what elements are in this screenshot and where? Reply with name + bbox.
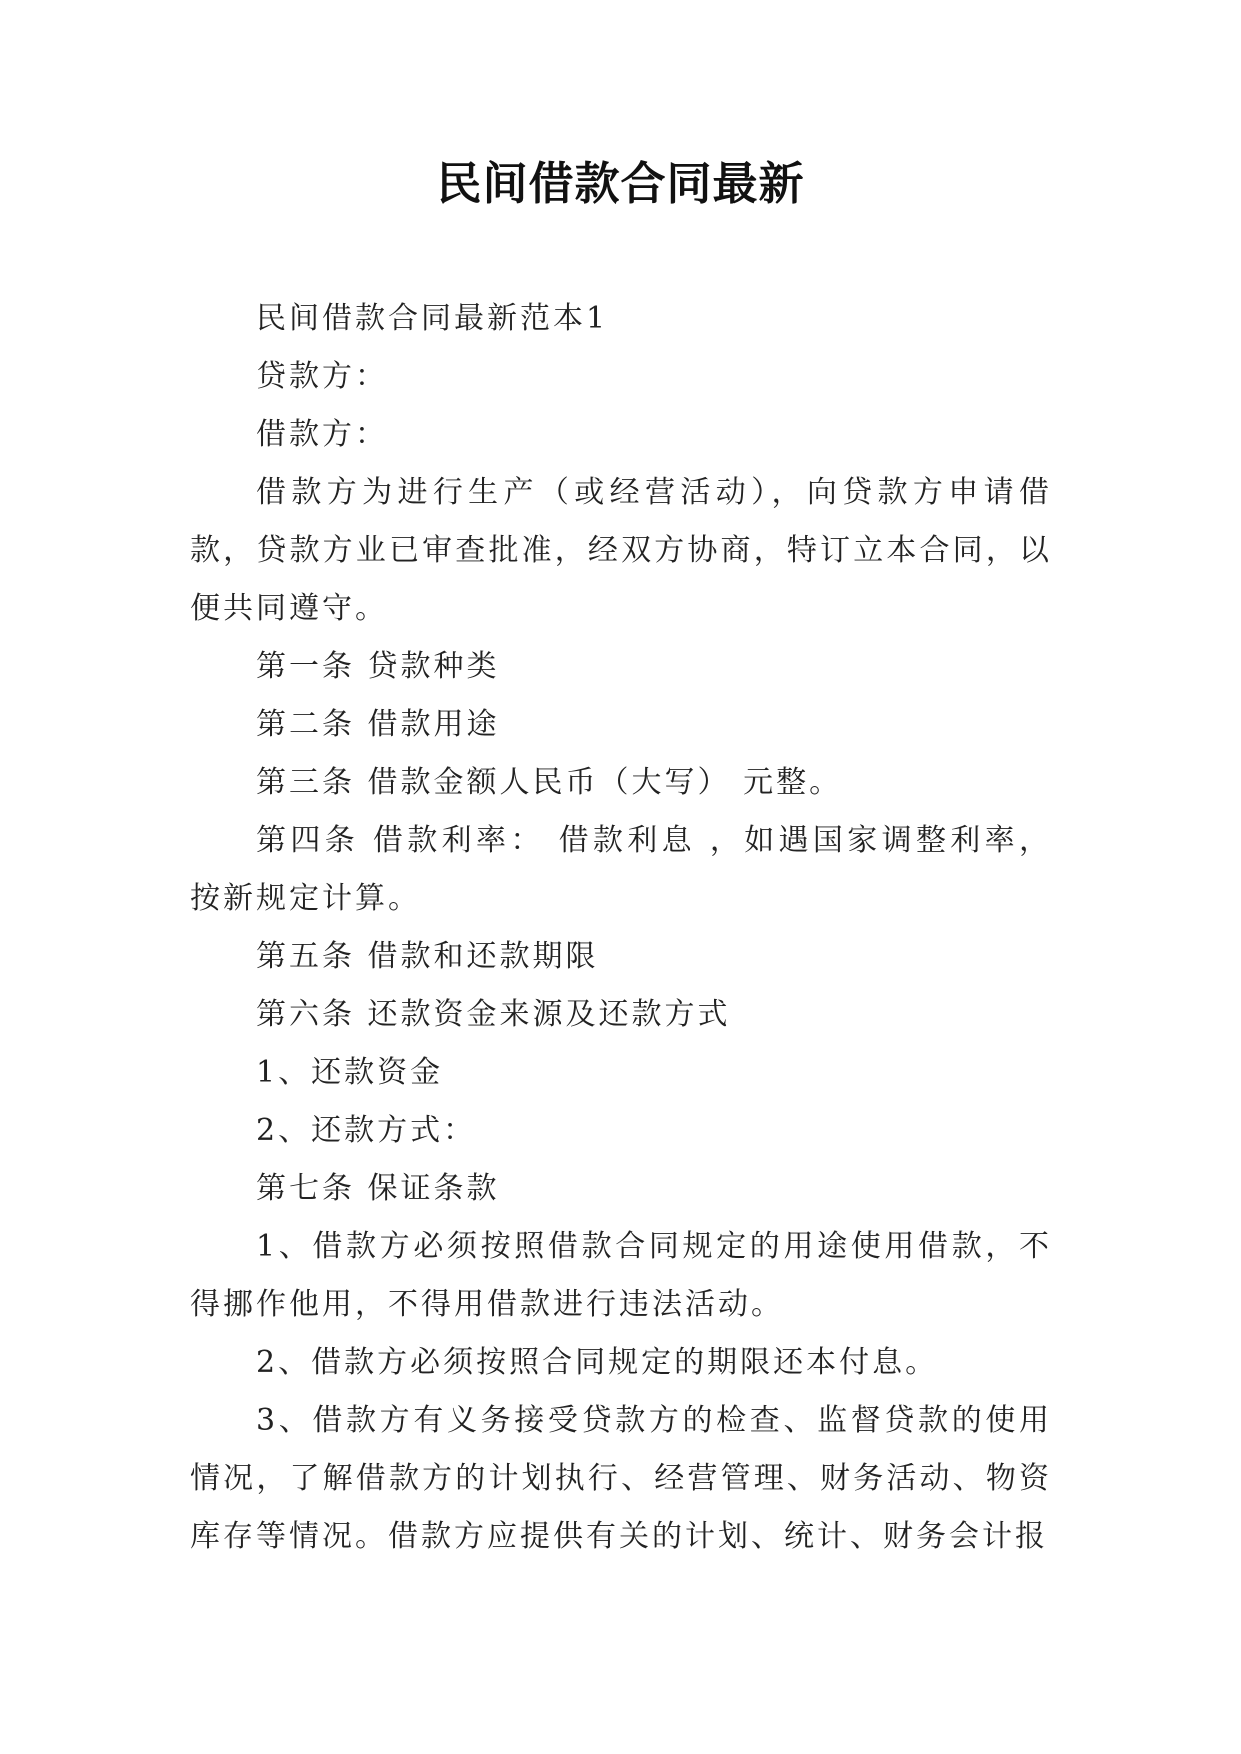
document-body xyxy=(190,290,1052,1566)
paragraph-guarantee-3: 3、借款方有义务接受贷款方的检查、监督贷款的使用情况，了解借款方的计划执行、经营管理、财务活动、物资库存等情况。借款方应提供有关的计划、统计、财务会计报 xyxy=(190,1403,1052,1554)
paragraph-article-4: 第四条 借款利率： 借款利息 ，如遇国家调整利率，按新规定计算。 xyxy=(190,823,1052,916)
paragraph-article-2: 第二条 借款用途 xyxy=(256,707,500,742)
paragraph-article-3: 第三条 借款金额人民币（大写） 元整。 xyxy=(256,765,843,800)
paragraph-repayment-method: 2、还款方式： xyxy=(256,1113,477,1148)
paragraph-article-7: 第七条 保证条款 xyxy=(256,1171,500,1206)
paragraph-preamble: 借款方为进行生产（或经营活动），向贷款方申请借款，贷款方业已审查批准，经双方协商，特订立本合同，以便共同遵守。 xyxy=(190,475,1052,626)
document-title: 民间借款合同最新 xyxy=(436,157,805,210)
paragraph-template-heading: 民间借款合同最新范本1 xyxy=(256,301,609,336)
paragraph-guarantee-2: 2、借款方必须按照合同规定的期限还本付息。 xyxy=(256,1345,939,1380)
paragraph-article-6: 第六条 还款资金来源及还款方式 xyxy=(256,997,731,1032)
paragraph-borrower: 借款方： xyxy=(256,417,388,452)
paragraph-article-1: 第一条 贷款种类 xyxy=(256,649,500,684)
paragraph-guarantee-1: 1、借款方必须按照借款合同规定的用途使用借款，不得挪作他用，不得用借款进行违法活动。 xyxy=(190,1229,1052,1322)
paragraph-article-5: 第五条 借款和还款期限 xyxy=(256,939,599,974)
paragraph-repayment-funds: 1、还款资金 xyxy=(256,1055,444,1090)
paragraph-lender: 贷款方： xyxy=(256,359,388,394)
